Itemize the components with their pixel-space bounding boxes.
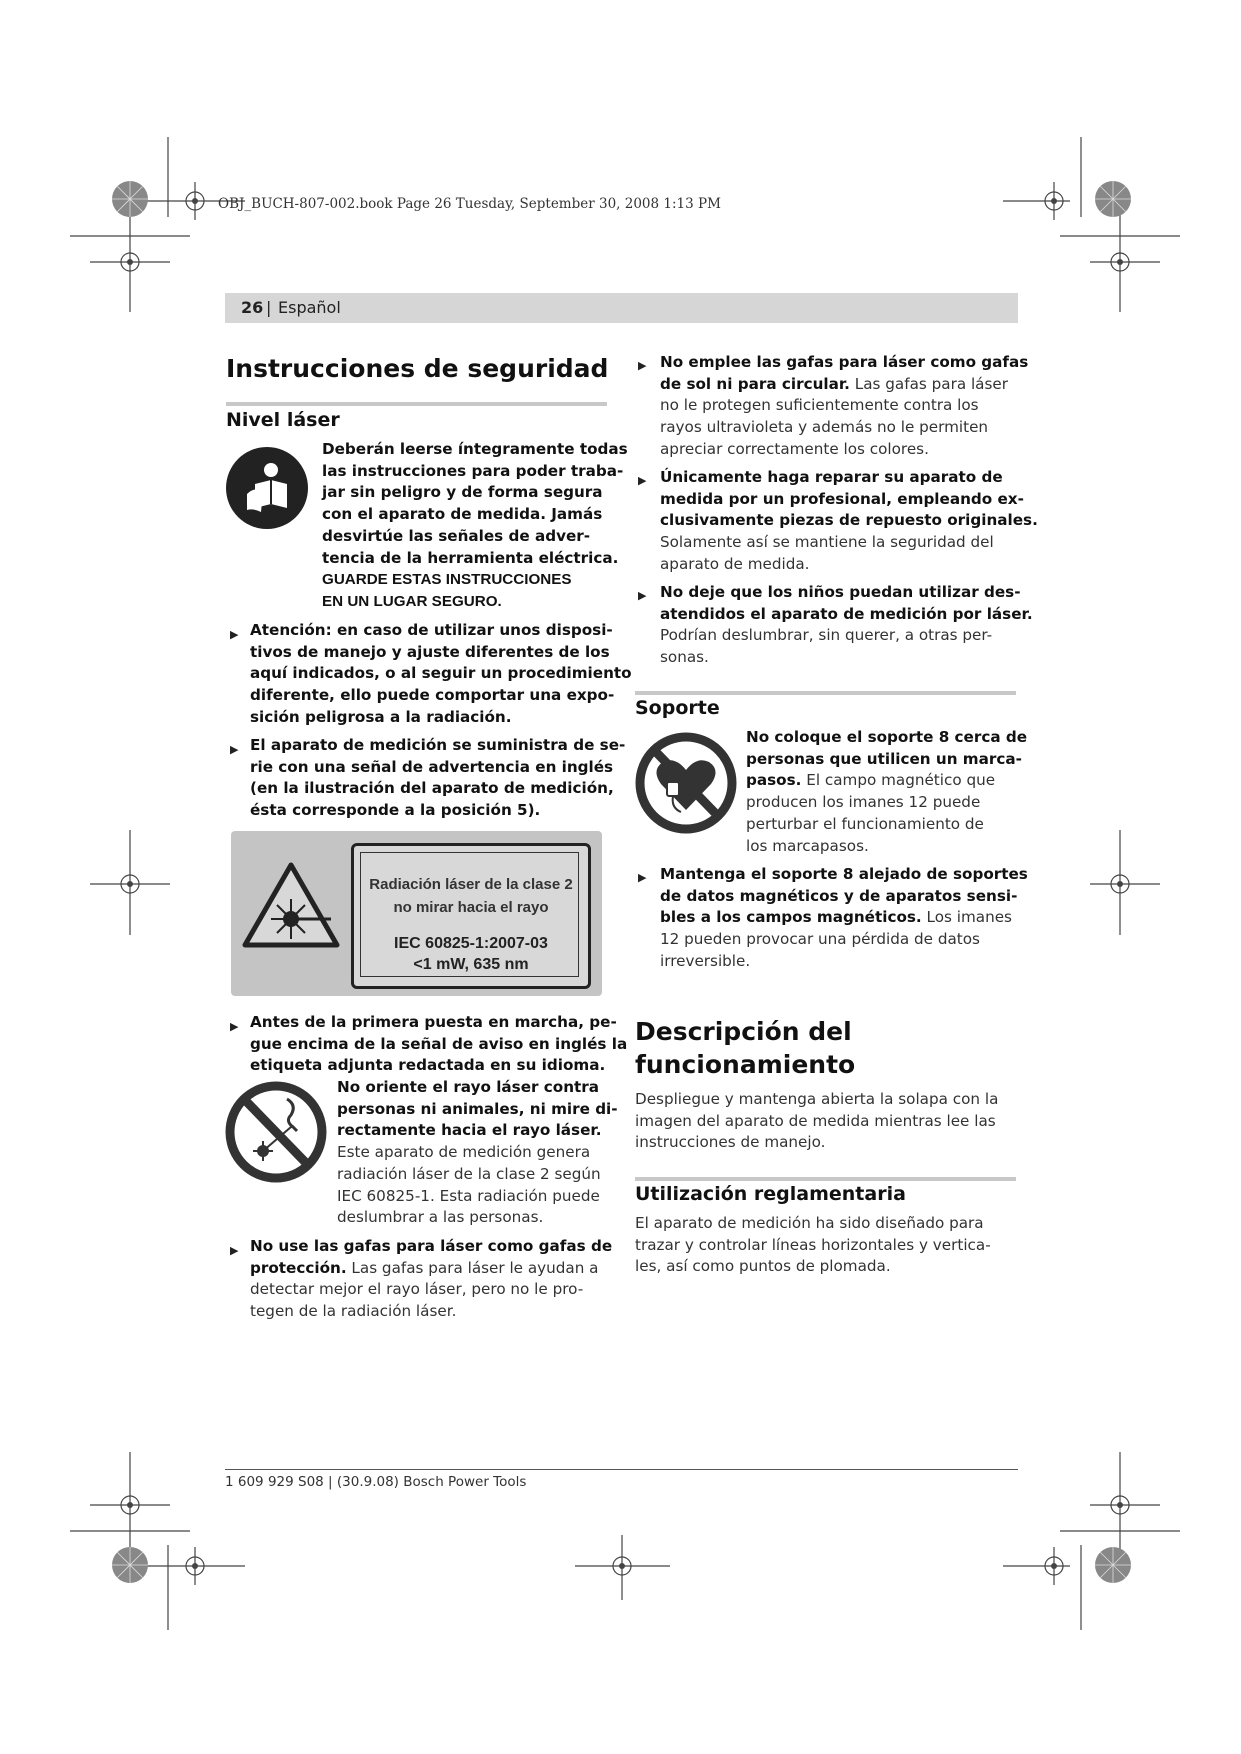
bullet-arrow-icon: ▶ [638, 589, 647, 602]
bullet-arrow-icon: ▶ [638, 871, 647, 884]
descripcion-text: Despliegue y mantenga abierta la solapa con la imagen del aparato de medida mientras lee las instrucciones de manejo. [635, 1090, 999, 1152]
footer-rule [225, 1469, 1018, 1470]
label-power-text: <1 mW, 635 nm [413, 956, 529, 973]
no-laser-eye-icon [225, 1081, 327, 1183]
laser-label-box [351, 843, 591, 989]
bullet-serie: El aparato de medición se suministra de se- rie con una señal de advertencia en inglés (en la ilustración del aparato de medición, ésta corresponde a la posición 5). [250, 736, 626, 820]
soporte-text: No coloque el soporte 8 cerca de personas que utilicen un marca- pasos. El campo magnético que producen los imanes 12 puede perturbar el funcionamiento de los marcapasos. [746, 728, 1028, 855]
bullet-gafas-sol: No emplee las gafas para láser como gafas de sol ni para circular. Las gafas para láser no le protegen suficientemente contra los rayos ultravioleta y además no le permiten apreciar correctamente los colores. [660, 353, 1029, 458]
bullet-reparar: Únicamente haga reparar su aparato de medida por un profesional, empleando ex- clusivamente piezas de repuesto originales. Solamente así se mantiene la seguridad del aparato de medida. [660, 468, 1038, 573]
bullet-mantenga: Mantenga el soporte 8 alejado de soportes de datos magnéticos y de aparatos sensi- bles a los campos magnéticos. Los imanes 12 pueden provocar una pérdida de datos irreversible. [660, 865, 1028, 970]
subsection-title-nivel: Nivel láser [226, 409, 340, 431]
bullet-antes: Antes de la primera puesta en marcha, pe- gue encima de la señal de aviso en inglés la etiqueta adjunta redactada en su idioma. [250, 1013, 628, 1075]
utilizacion-text: El aparato de medición ha sido diseñado para trazar y controlar líneas horizontales y vertica- les, así como puntos de plomada. [635, 1214, 991, 1276]
section-rule [635, 1177, 1016, 1181]
laser-warning-label [231, 831, 602, 996]
page-number: 26 [241, 298, 264, 317]
subsection-title-soporte: Soporte [635, 697, 720, 719]
intro-safety-text: Deberán leerse íntegramente todas las instrucciones para poder traba- jar sin peligro y de forma segura con el aparato de medida. Jamás desvirtúe las señales de adver- tencia de la herramienta eléctrica. GUARDE ESTAS INSTRUCCIONES EN UN LUGAR SEGURO. [322, 440, 628, 610]
page-header [225, 293, 1018, 323]
header-language: Español [278, 298, 341, 317]
section-title-descripcion: Descripción del funcionamiento [635, 1017, 856, 1079]
header-separator: | [266, 298, 272, 317]
label-class-text: Radiación láser de la clase 2 [369, 876, 573, 893]
read-manual-icon [225, 446, 309, 530]
bullet-gafas-proteccion: No use las gafas para láser como gafas de protección. Las gafas para láser le ayudan a detectar mejor el rayo láser, pero no le pro- tegen de la radiación láser. [250, 1237, 613, 1321]
label-standard-text: IEC 60825-1:2007-03 [394, 935, 548, 952]
section-rule [226, 402, 607, 406]
bullet-atencion: Atención: en caso de utilizar unos disposi- tivos de manejo y ajuste diferentes de los aquí indicados, o al seguir un procedimiento diferente, ello puede comportar una expo- sición peligrosa a la radiación. [250, 621, 632, 726]
bullet-arrow-icon: ▶ [638, 474, 647, 487]
subsection-title-utilizacion: Utilización reglamentaria [635, 1183, 906, 1205]
label-warning-text: no mirar hacia el rayo [393, 899, 549, 916]
section-title-safety: Instrucciones de seguridad [226, 354, 609, 383]
bullet-arrow-icon: ▶ [230, 743, 239, 756]
section-rule [635, 691, 1016, 695]
no-oriente-text: No oriente el rayo láser contra personas ni animales, ni mire di- rectamente hacia el rayo láser. Este aparato de medición genera radiación láser de la clase 2 según IEC 60825-1. Esta radiación puede deslumbrar a las personas. [337, 1078, 618, 1227]
laser-warning-icon [241, 859, 341, 951]
bullet-arrow-icon: ▶ [230, 1020, 239, 1033]
bullet-arrow-icon: ▶ [638, 359, 647, 372]
page-footer: 1 609 929 S08 | (30.9.08) Bosch Power Tools [225, 1474, 527, 1490]
bullet-arrow-icon: ▶ [230, 1244, 239, 1257]
no-pacemaker-icon [635, 732, 737, 834]
bullet-ninos: No deje que los niños puedan utilizar des- atendidos el aparato de medición por láser. Podrían deslumbrar, sin querer, a otras per- sonas. [660, 583, 1033, 667]
print-line: OBJ_BUCH-807-002.book Page 26 Tuesday, September 30, 2008 1:13 PM [218, 196, 721, 212]
bullet-arrow-icon: ▶ [230, 628, 239, 641]
